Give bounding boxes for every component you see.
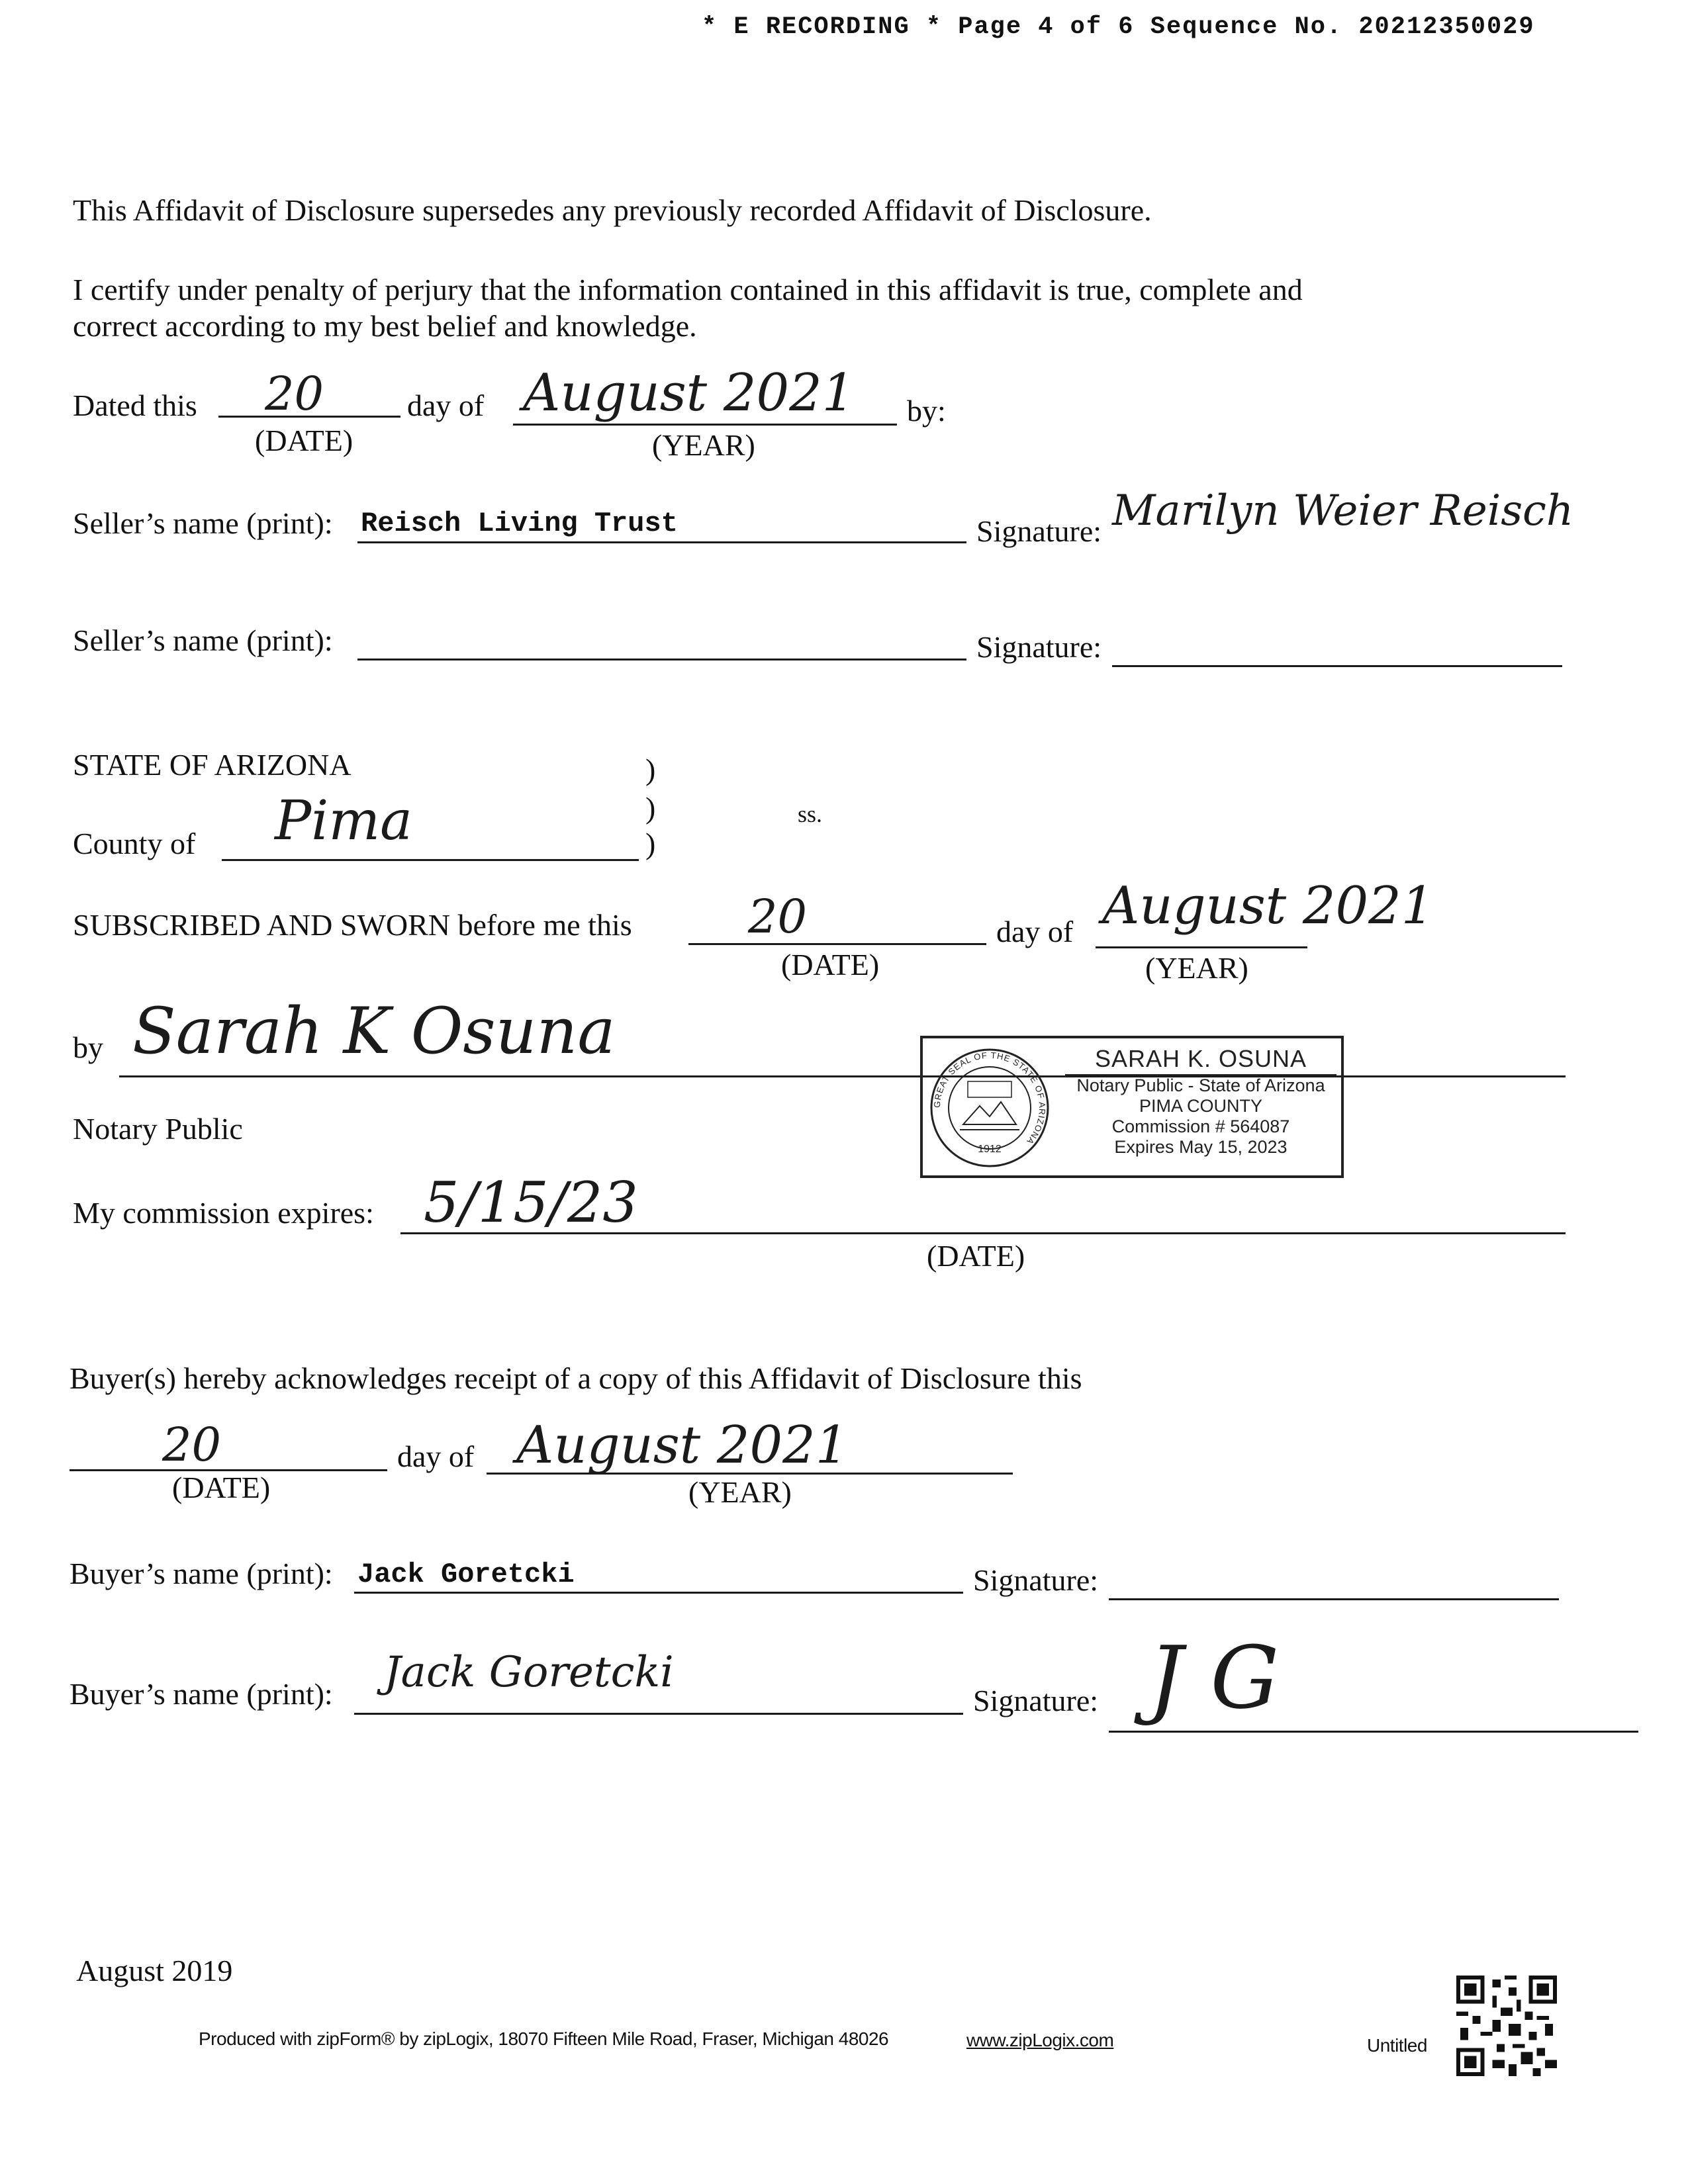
dated-day-of-label: day of: [407, 388, 485, 422]
ss-label: ss.: [798, 801, 823, 827]
seller2-signature-label: Signature:: [976, 630, 1102, 664]
buyer2-signature-line: [1109, 1731, 1638, 1733]
buyer2-name-line: [354, 1713, 963, 1715]
form-date: August 2019: [76, 1954, 233, 1987]
stamp-name: SARAH K. OSUNA: [1065, 1045, 1336, 1075]
buyer1-signature-label: Signature:: [973, 1563, 1099, 1597]
subscribed-year-line: [1096, 946, 1307, 948]
untitled-label: Untitled: [1367, 2035, 1427, 2056]
county-label: County of: [73, 827, 196, 860]
buyer-ack-year-caption: (YEAR): [688, 1475, 792, 1509]
notary-by-line: [119, 1075, 1566, 1077]
produced-with-text: Produced with zipForm® by zipLogix, 18070 Fifteen Mile Road, Fraser, Michigan 48026: [199, 2028, 889, 2049]
buyer2-name-value: Jack Goretcki: [384, 1648, 674, 1697]
dated-year-line: [513, 424, 897, 426]
commission-label: My commission expires:: [73, 1196, 374, 1230]
subscribed-date-caption: (DATE): [781, 948, 880, 981]
dated-by-label: by:: [907, 394, 946, 428]
notary-by-label: by: [73, 1030, 103, 1064]
stamp-notary-state: Notary Public - State of Arizona: [1076, 1075, 1325, 1095]
subscribed-year-caption: (YEAR): [1145, 951, 1248, 985]
certify-statement-line1: I certify under penalty of perjury that the information contained in this affidavit is true, complete and: [73, 273, 1303, 306]
subscribed-day-of-label: day of: [996, 915, 1074, 948]
seller2-signature-line: [1112, 665, 1562, 667]
seal-arc-text: GREAT SEAL OF THE STATE OF ARIZONA: [931, 1050, 1048, 1147]
buyer1-name-value: Jack Goretcki: [357, 1559, 575, 1590]
county-value: Pima: [275, 790, 413, 852]
notary-public-label: Notary Public: [73, 1112, 243, 1146]
buyer1-name-label: Buyer’s name (print):: [70, 1557, 333, 1590]
buyer-ack-text: Buyer(s) hereby acknowledges receipt of a copy of this Affidavit of Disclosure this: [70, 1361, 1082, 1395]
buyer2-signature-label: Signature:: [973, 1684, 1099, 1717]
seller2-name-line: [357, 659, 966, 660]
seller1-name-label: Seller’s name (print):: [73, 506, 333, 540]
arizona-seal-icon: [927, 1045, 1053, 1171]
dated-date-caption: (DATE): [255, 424, 353, 457]
buyer1-signature-line: [1109, 1598, 1559, 1600]
dated-year-caption: (YEAR): [652, 428, 755, 462]
buyer-ack-day-of-label: day of: [397, 1439, 475, 1473]
subscribed-date-line: [688, 943, 986, 945]
buyer-ack-date-caption: (DATE): [172, 1471, 271, 1504]
paren-1: ): [645, 752, 656, 786]
stamp-expires: Expires May 15, 2023: [1114, 1137, 1288, 1157]
subscribed-year-value: August 2021: [1102, 876, 1434, 936]
county-line: [222, 859, 639, 861]
qr-code-icon: [1456, 1976, 1557, 2076]
paren-3: ): [645, 827, 656, 860]
notary-stamp: [920, 1036, 1344, 1178]
buyer-ack-date-value: 20: [162, 1418, 222, 1472]
dated-year-value: August 2021: [523, 363, 855, 423]
seller1-name-line: [357, 541, 966, 543]
seller1-signature-label: Signature:: [976, 514, 1102, 548]
seal-year: 1912: [978, 1144, 1002, 1155]
commission-caption: (DATE): [927, 1239, 1025, 1273]
dated-this-label: Dated this: [73, 388, 197, 422]
stamp-commission: Commission # 564087: [1111, 1116, 1290, 1136]
paren-2: ): [645, 791, 656, 825]
buyer2-name-label: Buyer’s name (print):: [70, 1677, 333, 1711]
dated-date-value: 20: [265, 367, 324, 421]
stamp-text: [1065, 1045, 1336, 1158]
recording-header: * E RECORDING * Page 4 of 6 Sequence No. 20212350029: [702, 13, 1535, 41]
buyer1-name-line: [354, 1592, 963, 1594]
supersedes-statement: This Affidavit of Disclosure supersedes any previously recorded Affidavit of Disclosure.: [73, 193, 1152, 227]
buyer-ack-year-value: August 2021: [516, 1416, 849, 1475]
ziplogix-link[interactable]: www.zipLogix.com: [966, 2030, 1114, 2050]
stamp-county: PIMA COUNTY: [1139, 1096, 1263, 1116]
notary-signature-value: Sarah K Osuna: [132, 994, 616, 1068]
seller2-name-label: Seller’s name (print):: [73, 623, 333, 657]
subscribed-label: SUBSCRIBED AND SWORN before me this: [73, 908, 632, 942]
seller1-signature-value: Marilyn Weier Reisch: [1112, 486, 1574, 535]
certify-statement-line2: correct according to my best belief and knowledge.: [73, 309, 697, 343]
commission-value: 5/15/23: [424, 1170, 638, 1235]
state-label: STATE OF ARIZONA: [73, 748, 352, 782]
subscribed-date-value: 20: [748, 889, 808, 944]
seller1-name-value: Reisch Living Trust: [361, 508, 678, 539]
buyer2-signature-value: J G: [1149, 1627, 1280, 1728]
